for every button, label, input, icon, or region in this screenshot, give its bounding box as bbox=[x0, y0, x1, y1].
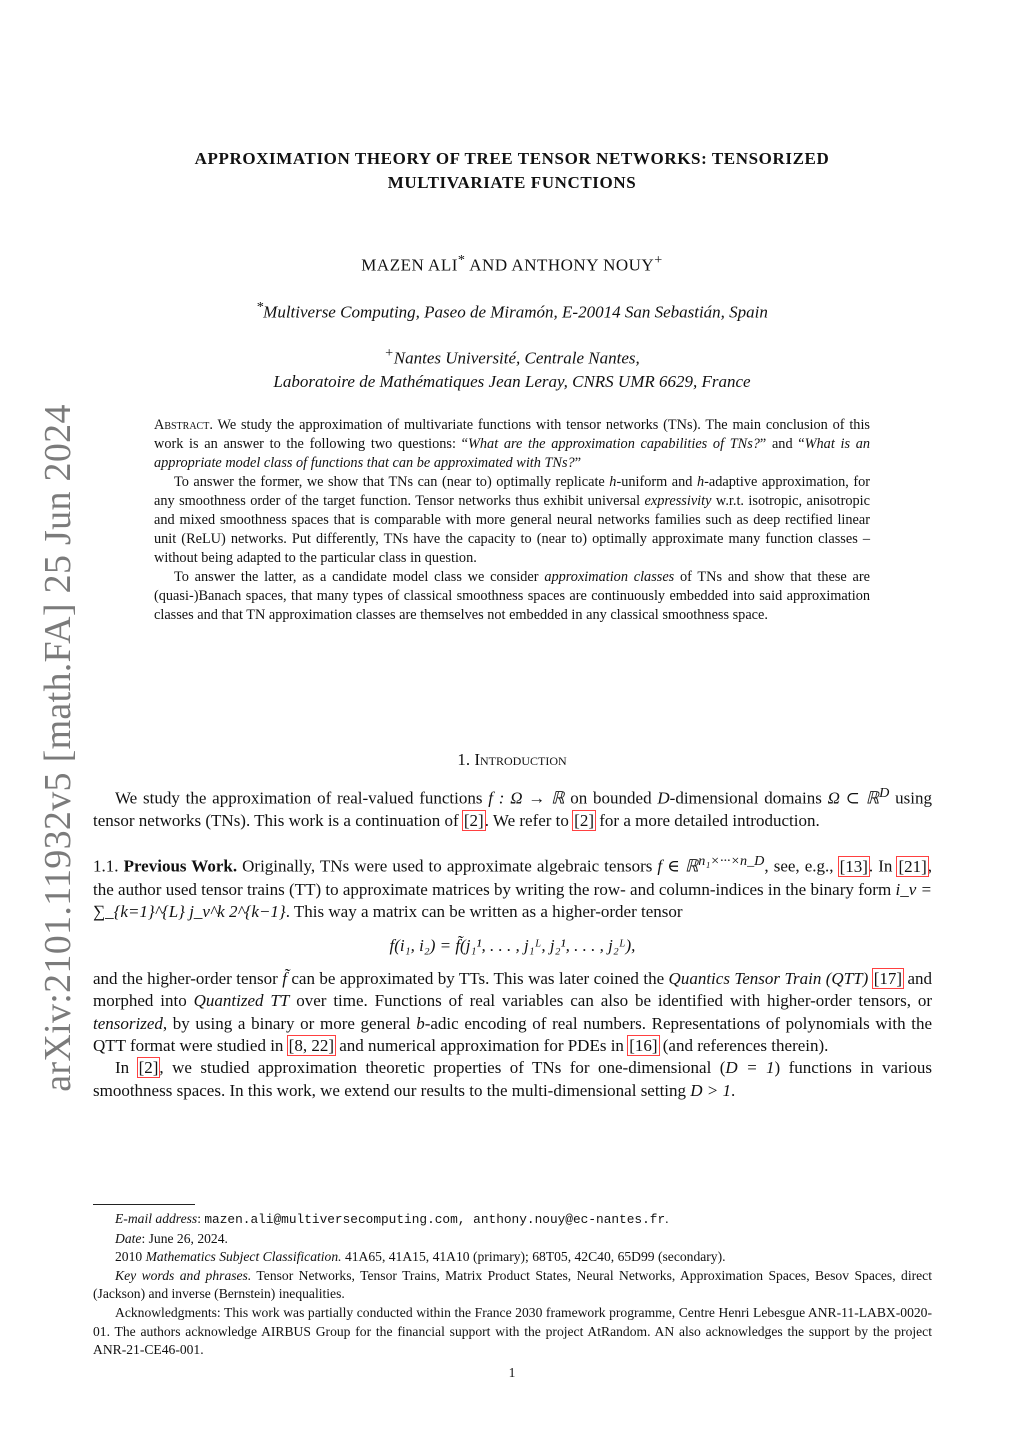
body-text-run: using tensor networks (TNs). This work is a continuation of bbox=[93, 788, 932, 831]
paper-title bbox=[100, 147, 924, 195]
affiliation-1-text: Multiverse Computing, Paseo de Miramón, E-20014 San Sebastián, Spain bbox=[263, 302, 768, 322]
abstract-question-2: What is an appropriate model class of functions that can be approximated with TNs? bbox=[154, 436, 870, 471]
citation-link[interactable]: [13] bbox=[839, 857, 868, 877]
title-line-2: MULTIVARIATE FUNCTIONS bbox=[387, 173, 637, 192]
footnote-rule bbox=[93, 1204, 195, 1205]
math-inline: f̃ bbox=[282, 968, 287, 988]
affiliation-2-mark: + bbox=[384, 345, 394, 361]
body-emphasis: Quantized TT bbox=[193, 991, 290, 1011]
abstract-text: We study the approximation of multivariate functions with tensor networks (TNs). The main conclusion of this work is an answer to the following two questions: “ bbox=[154, 417, 870, 452]
footnote-email bbox=[93, 1210, 932, 1230]
affiliation-2-line-1: Nantes Université, Centrale Nantes, bbox=[393, 348, 640, 368]
footnote-date bbox=[93, 1230, 932, 1249]
title-line-1: APPROXIMATION THEORY OF TREE TENSOR NETWORKS: TENSORIZED bbox=[194, 149, 830, 168]
body-text-run: (and references therein). bbox=[658, 1035, 829, 1055]
author-list bbox=[100, 252, 924, 276]
body-text-run: -dimensional domains bbox=[669, 788, 828, 808]
abstract bbox=[154, 416, 870, 625]
citation-link[interactable]: [2] bbox=[138, 1058, 159, 1078]
body-text-run: , the author used tensor trains (TT) to approximate matrices by writing the row- and column-indices in the binary form bbox=[93, 857, 933, 899]
affiliation-1 bbox=[100, 296, 924, 324]
math-superscript: D bbox=[879, 785, 890, 801]
page-number: 1 bbox=[508, 1365, 516, 1380]
footnote-acknowledgments: Acknowledgments: This work was partially conducted within the France 2030 framework programme, Centre Henri Lebesgue ANR-11-LABX-0020-01. The authors acknowledge AIRBUS Group for the financial support with the project AtRandom. AN also acknowledges the support by the project ANR-21-CE46-001. bbox=[93, 1304, 932, 1358]
math-inline: f : Ω → ℝ bbox=[488, 788, 565, 808]
abstract-text: ” bbox=[574, 455, 582, 471]
affiliation-2 bbox=[100, 342, 924, 393]
citation-link[interactable]: [16] bbox=[629, 1035, 658, 1055]
body-text bbox=[93, 782, 932, 1102]
body-text-run: for a more detailed introduction. bbox=[595, 811, 820, 831]
footnote-keywords bbox=[93, 1267, 932, 1304]
body-text-run: , by using a binary or more general bbox=[162, 1013, 417, 1033]
arxiv-stamp-text: arXiv:2101.11932v5 [math.FA] 25 Jun 2024 bbox=[37, 404, 79, 1092]
math-inline: f ∈ ℝ bbox=[657, 857, 699, 877]
subsection-previous-work bbox=[93, 850, 932, 923]
abstract-question-1: What are the approximation capabilities of TNs? bbox=[467, 436, 760, 452]
math-inline: D bbox=[657, 788, 670, 808]
abstract-paragraph-2 bbox=[154, 473, 870, 568]
math-inline: b bbox=[416, 1013, 425, 1033]
math-symbol: h bbox=[696, 474, 705, 490]
citation-link[interactable]: [2] bbox=[574, 811, 594, 831]
body-text-run: over time. Functions of real variables can also be identified with higher-order tensors, or bbox=[289, 991, 933, 1011]
math-inline: D = 1 bbox=[725, 1058, 775, 1078]
citation-link[interactable]: [17] bbox=[873, 968, 903, 988]
author-2: ANTHONY NOUY bbox=[511, 255, 655, 275]
display-equation: f(i₁, i₂) = f̃(j₁¹, . . . , j₁ᴸ, j₂¹, . . . , j₂ᴸ), bbox=[389, 936, 636, 956]
body-text-run: ) functions in various smoothness spaces. In this work, we extend our results to the multi-dimensional setting bbox=[93, 1058, 932, 1100]
footnote-text: . bbox=[665, 1211, 669, 1226]
body-text-run: , see, e.g., bbox=[764, 857, 839, 877]
section-title: Introduction bbox=[474, 750, 567, 769]
body-text-run: . In bbox=[868, 857, 898, 877]
author-1-mark: * bbox=[457, 252, 466, 268]
footnote-label: E-mail address bbox=[115, 1211, 198, 1226]
previous-work-paragraph-2 bbox=[93, 968, 932, 1058]
footnote-text: 41A65, 41A15, 41A10 (primary); 68T05, 42C40, 65D99 (secondary). bbox=[341, 1249, 726, 1265]
math-inline: Ω ⊂ ℝ bbox=[827, 788, 880, 808]
footnotes bbox=[93, 1210, 932, 1360]
intro-paragraph-1 bbox=[93, 782, 932, 832]
math-symbol: h bbox=[609, 474, 617, 490]
abstract-text: -uniform and bbox=[616, 474, 697, 490]
body-text-run: . bbox=[731, 1080, 736, 1100]
math-inline: i_ν = ∑_{k=1}^{L} j_ν^k 2^{k−1} bbox=[93, 879, 932, 921]
section-heading-introduction bbox=[100, 750, 924, 770]
footnote-label: Key words and phrases. bbox=[115, 1267, 252, 1283]
abstract-emphasis: approximation classes bbox=[544, 569, 675, 585]
abstract-text: w.r.t. isotropic, anisotropic and mixed smoothness spaces that is comparable with more general neural networks families such as deep rectified linear unit (ReLU) networks. Put differently, TNs have the capacity to (near to) optimally approximate many function classes – without being adapted to the particular class in question. bbox=[154, 493, 871, 566]
citation-link[interactable]: [2] bbox=[463, 811, 484, 831]
body-emphasis: tensorized bbox=[93, 1013, 163, 1033]
footnote-text: : bbox=[197, 1211, 205, 1226]
body-text-run: . We refer to bbox=[484, 811, 574, 831]
previous-work-paragraph-3 bbox=[93, 1057, 932, 1102]
citation-link[interactable]: [21] bbox=[898, 857, 927, 877]
body-text-run: Originally, TNs were used to approximate algebraic tensors bbox=[237, 857, 658, 877]
body-emphasis: Quantics Tensor Train (QTT) bbox=[668, 968, 869, 988]
author-1: MAZEN ALI bbox=[361, 255, 458, 275]
author-2-mark: + bbox=[654, 252, 663, 268]
body-text-run: and numerical approximation for PDEs in bbox=[335, 1035, 629, 1055]
abstract-paragraph-1 bbox=[154, 416, 870, 473]
body-text-run: In bbox=[115, 1058, 138, 1078]
section-number: 1. bbox=[457, 750, 475, 769]
body-text-run: We study the approximation of real-valued functions bbox=[115, 788, 489, 808]
subsection-title: Previous Work. bbox=[123, 857, 238, 877]
body-text-run: on bounded bbox=[564, 788, 658, 808]
footnote-label: Date bbox=[115, 1230, 142, 1246]
subsection-number: 1.1. bbox=[93, 857, 124, 877]
body-text-run: -adic encoding of real numbers. Representations of polynomials with the QTT format were studied in bbox=[93, 1013, 932, 1055]
footnote-text: : June 26, 2024. bbox=[141, 1230, 228, 1246]
footnote-text: Tensor Networks, Tensor Trains, Matrix Product States, Neural Networks, Approximation Spaces, Besov Spaces, direct (Jackson) and inverse (Bernstein) inequalities. bbox=[93, 1267, 932, 1302]
abstract-label: Abstract. bbox=[154, 417, 213, 433]
abstract-paragraph-3 bbox=[154, 568, 870, 625]
footnote-msc bbox=[93, 1248, 932, 1267]
abstract-text: -adaptive approximation, for any smoothness order of the target function. Tensor networks thus exhibit universal bbox=[154, 474, 870, 509]
abstract-emphasis: expressivity bbox=[644, 493, 712, 509]
body-text-run: , we studied approximation theoretic properties of TNs for one-dimensional ( bbox=[159, 1058, 726, 1078]
email-addresses[interactable]: mazen.ali@multiversecomputing.com, anthony.nouy@ec-nantes.fr bbox=[204, 1212, 666, 1227]
citation-link[interactable]: [8, 22] bbox=[288, 1035, 334, 1055]
body-text-run: can be approximated by TTs. This was later coined the bbox=[286, 968, 669, 988]
math-inline: D > 1 bbox=[690, 1080, 732, 1100]
author-conjunction: AND bbox=[465, 255, 512, 275]
abstract-text: To answer the former, we show that TNs can (near to) optimally replicate bbox=[174, 474, 610, 490]
body-text-run: and morphed into bbox=[93, 968, 933, 1011]
footnote-label: Mathematics Subject Classification. bbox=[145, 1249, 342, 1265]
abstract-text: of TNs and show that these are (quasi-)Banach spaces, that many types of classical smoothness spaces are continuously embedded into said approximation classes and that TN approximation classes are themselves not embedded in any classical smoothness space. bbox=[154, 569, 870, 623]
affiliation-1-mark: * bbox=[256, 299, 264, 315]
math-superscript: n₁×···×n_D bbox=[698, 853, 765, 870]
abstract-text: To answer the latter, as a candidate model class we consider bbox=[174, 569, 545, 585]
abstract-text: ” and “ bbox=[759, 436, 805, 452]
body-text-run: and the higher-order tensor bbox=[93, 968, 283, 988]
footnote-text: 2010 bbox=[115, 1249, 146, 1265]
body-text-run: . This way a matrix can be written as a higher-order tensor bbox=[285, 901, 683, 921]
affiliation-2-line-2: Laboratoire de Mathématiques Jean Leray, CNRS UMR 6629, France bbox=[273, 371, 751, 391]
